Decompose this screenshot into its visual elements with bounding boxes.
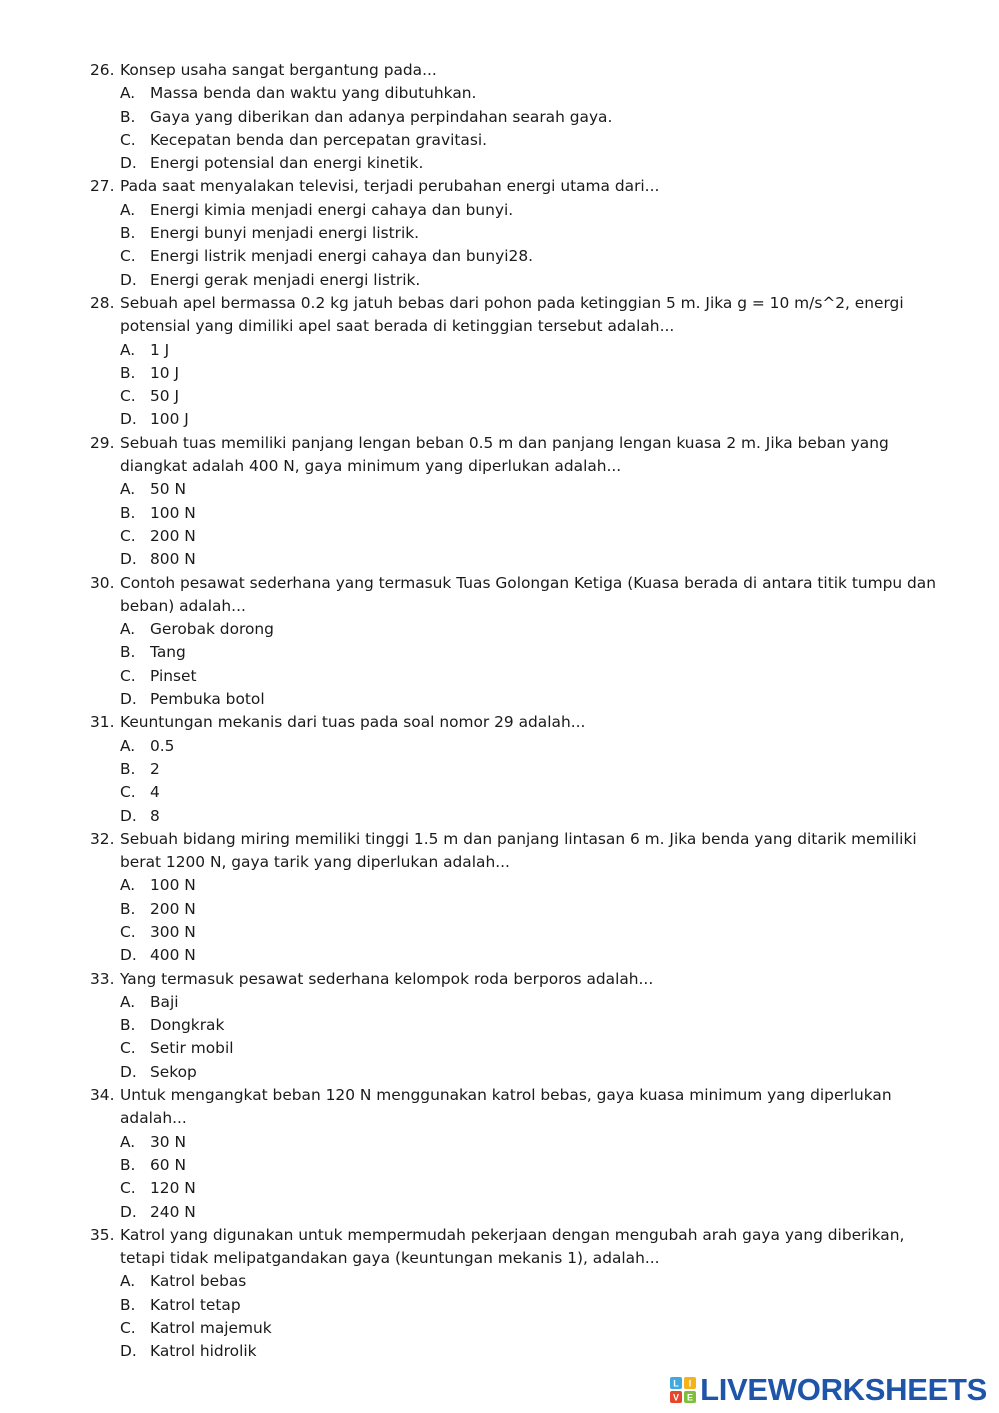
question-34 (90, 1084, 940, 1224)
option-text: Energi listrik menjadi energi cahaya dan bunyi28. (150, 247, 533, 266)
option-letter: C. (120, 1039, 136, 1058)
question-stem (90, 175, 940, 198)
option-d (90, 1201, 940, 1224)
option-text: Energi bunyi menjadi energi listrik. (150, 224, 420, 243)
option-a (90, 1131, 940, 1154)
option-a (90, 478, 940, 501)
option-letter: C. (120, 526, 136, 545)
option-text: 2 (150, 759, 160, 778)
option-a (90, 339, 940, 362)
option-text: Katrol majemuk (150, 1319, 272, 1338)
option-letter: C. (120, 1179, 136, 1198)
question-text: Sebuah bidang miring memiliki tinggi 1.5 m dan panjang lintasan 6 m. Jika benda yang ditarik memiliki berat 1200 N, gaya tarik yang diperlukan adalah... (120, 829, 917, 872)
option-letter: B. (120, 363, 136, 382)
option-c (90, 781, 940, 804)
option-text: 4 (150, 783, 160, 802)
option-text: Energi kimia menjadi energi cahaya dan bunyi. (150, 200, 514, 219)
option-text: Sekop (150, 1062, 197, 1081)
option-c (90, 525, 940, 548)
option-d (90, 1061, 940, 1084)
option-letter: D. (120, 1202, 137, 1221)
option-list (90, 874, 940, 967)
option-c (90, 1037, 940, 1060)
option-letter: C. (120, 783, 136, 802)
option-letter: A. (120, 200, 136, 219)
option-text: Katrol tetap (150, 1295, 241, 1314)
option-letter: B. (120, 503, 136, 522)
option-letter: A. (120, 992, 136, 1011)
option-list (90, 618, 940, 711)
option-list (90, 991, 940, 1084)
question-text: Katrol yang digunakan untuk mempermudah pekerjaan dengan mengubah arah gaya yang diberikan, tetapi tidak melipatgandakan gaya (keuntungan mekanis 1), adalah... (120, 1225, 905, 1268)
liveworksheets-wordmark: LIVEWORKSHEETS (700, 1372, 987, 1407)
option-text: Pinset (150, 666, 197, 685)
question-text: Pada saat menyalakan televisi, terjadi perubahan energi utama dari... (120, 177, 660, 196)
option-text: Gerobak dorong (150, 620, 274, 639)
option-letter: D. (120, 550, 137, 569)
option-text: 200 N (150, 526, 196, 545)
option-d (90, 152, 940, 175)
svg-text:E: E (687, 1392, 694, 1402)
option-letter: C. (120, 1319, 136, 1338)
option-a (90, 199, 940, 222)
option-letter: C. (120, 247, 136, 266)
liveworksheets-logo-icon (670, 1377, 696, 1403)
question-26 (90, 59, 940, 175)
option-letter: D. (120, 1062, 137, 1081)
option-letter: B. (120, 107, 136, 126)
question-number: 33. (90, 969, 115, 988)
option-letter: D. (120, 270, 137, 289)
question-stem (90, 292, 940, 339)
question-number: 27. (90, 177, 115, 196)
question-stem (90, 828, 940, 875)
option-letter: D. (120, 154, 137, 173)
option-text: 0.5 (150, 736, 175, 755)
question-stem (90, 59, 940, 82)
option-text: Katrol bebas (150, 1272, 247, 1291)
question-text: Yang termasuk pesawat sederhana kelompok roda berporos adalah... (120, 969, 654, 988)
option-text: Katrol hidrolik (150, 1342, 257, 1361)
option-text: 100 J (150, 410, 189, 429)
option-text: Setir mobil (150, 1039, 234, 1058)
option-letter: D. (120, 806, 137, 825)
option-b (90, 106, 940, 129)
option-letter: B. (120, 1295, 136, 1314)
option-list (90, 478, 940, 571)
option-text: 50 N (150, 480, 186, 499)
option-text: Dongkrak (150, 1016, 225, 1035)
option-letter: A. (120, 876, 136, 895)
option-letter: A. (120, 620, 136, 639)
option-text: 240 N (150, 1202, 196, 1221)
option-a (90, 1270, 940, 1293)
option-b (90, 758, 940, 781)
option-text: 10 J (150, 363, 180, 382)
option-d (90, 805, 940, 828)
option-text: 1 J (150, 340, 170, 359)
option-letter: B. (120, 643, 136, 662)
option-text: Energi potensial dan energi kinetik. (150, 154, 424, 173)
option-a (90, 82, 940, 105)
option-c (90, 921, 940, 944)
option-c (90, 385, 940, 408)
question-text: Konsep usaha sangat bergantung pada... (120, 61, 437, 79)
option-letter: C. (120, 130, 136, 149)
option-text: 50 J (150, 387, 180, 406)
question-31 (90, 711, 940, 827)
question-stem (90, 572, 940, 619)
option-list (90, 1270, 940, 1363)
option-letter: C. (120, 387, 136, 406)
option-text: 30 N (150, 1132, 186, 1151)
option-text: 60 N (150, 1155, 186, 1174)
option-letter: D. (120, 690, 137, 709)
option-c (90, 665, 940, 688)
option-a (90, 874, 940, 897)
svg-text:V: V (673, 1392, 680, 1402)
option-c (90, 1317, 940, 1340)
question-stem (90, 1084, 940, 1131)
option-letter: A. (120, 480, 136, 499)
question-number: 30. (90, 573, 115, 592)
option-letter: C. (120, 922, 136, 941)
option-letter: D. (120, 410, 137, 429)
option-b (90, 362, 940, 385)
worksheet (90, 59, 940, 1364)
question-stem (90, 1224, 940, 1271)
question-30 (90, 572, 940, 712)
option-a (90, 735, 940, 758)
question-number: 35. (90, 1225, 115, 1244)
option-text: 400 N (150, 946, 196, 965)
question-33 (90, 968, 940, 1084)
option-letter: A. (120, 84, 136, 103)
option-list (90, 339, 940, 432)
question-29 (90, 432, 940, 572)
question-35 (90, 1224, 940, 1364)
option-text: Massa benda dan waktu yang dibutuhkan. (150, 84, 477, 103)
option-letter: B. (120, 1155, 136, 1174)
option-list (90, 1131, 940, 1224)
svg-text:L: L (673, 1378, 679, 1388)
option-letter: A. (120, 736, 136, 755)
option-b (90, 1154, 940, 1177)
question-number: 28. (90, 293, 115, 312)
option-b (90, 502, 940, 525)
option-d (90, 688, 940, 711)
option-letter: A. (120, 340, 136, 359)
question-number: 29. (90, 433, 115, 452)
question-number: 32. (90, 829, 115, 848)
question-32 (90, 828, 940, 968)
option-text: Pembuka botol (150, 690, 265, 709)
question-stem (90, 968, 940, 991)
question-28 (90, 292, 940, 432)
option-d (90, 269, 940, 292)
question-number: 31. (90, 713, 115, 732)
option-text: 8 (150, 806, 160, 825)
option-d (90, 944, 940, 967)
question-number: 34. (90, 1086, 115, 1105)
question-text: Sebuah apel bermassa 0.2 kg jatuh bebas dari pohon pada ketinggian 5 m. Jika g = 10 m/s^2, energi potensial yang dimiliki apel saat berada di ketinggian tersebut adalah... (120, 293, 904, 336)
option-a (90, 618, 940, 641)
option-letter: B. (120, 1016, 136, 1035)
option-d (90, 408, 940, 431)
question-stem (90, 432, 940, 479)
option-letter: A. (120, 1272, 136, 1291)
option-text: 100 N (150, 503, 196, 522)
question-number: 26. (90, 61, 115, 79)
option-d (90, 1340, 940, 1363)
option-list (90, 82, 940, 175)
option-letter: D. (120, 1342, 137, 1361)
option-b (90, 898, 940, 921)
question-text: Keuntungan mekanis dari tuas pada soal nomor 29 adalah... (120, 713, 586, 732)
liveworksheets-logo (670, 1374, 987, 1405)
option-b (90, 222, 940, 245)
option-text: 120 N (150, 1179, 196, 1198)
option-letter: B. (120, 759, 136, 778)
option-text: Energi gerak menjadi energi listrik. (150, 270, 421, 289)
option-text: Gaya yang diberikan dan adanya perpindahan searah gaya. (150, 107, 613, 126)
option-b (90, 641, 940, 664)
option-list (90, 199, 940, 292)
option-letter: B. (120, 224, 136, 243)
option-letter: A. (120, 1132, 136, 1151)
question-27 (90, 175, 940, 291)
option-letter: D. (120, 946, 137, 965)
option-list (90, 735, 940, 828)
option-b (90, 1014, 940, 1037)
question-stem (90, 711, 940, 734)
question-text: Untuk mengangkat beban 120 N menggunakan katrol bebas, gaya kuasa minimum yang diperlukan adalah... (120, 1086, 892, 1128)
option-text: 800 N (150, 550, 196, 569)
question-text: Contoh pesawat sederhana yang termasuk Tuas Golongan Ketiga (Kuasa berada di antara titik tumpu dan beban) adalah... (120, 573, 936, 615)
option-letter: B. (120, 899, 136, 918)
option-text: Kecepatan benda dan percepatan gravitasi. (150, 130, 488, 149)
option-c (90, 129, 940, 152)
option-a (90, 991, 940, 1014)
option-text: Tang (150, 643, 186, 662)
option-c (90, 245, 940, 268)
option-text: 100 N (150, 876, 196, 895)
option-text: 300 N (150, 922, 196, 941)
option-c (90, 1177, 940, 1200)
option-b (90, 1294, 940, 1317)
option-text: 200 N (150, 899, 196, 918)
option-d (90, 548, 940, 571)
option-text: Baji (150, 992, 179, 1011)
svg-text:I: I (688, 1378, 692, 1388)
question-text: Sebuah tuas memiliki panjang lengan beban 0.5 m dan panjang lengan kuasa 2 m. Jika beban yang diangkat adalah 400 N, gaya minimum yang diperlukan adalah... (120, 433, 889, 476)
option-letter: C. (120, 666, 136, 685)
